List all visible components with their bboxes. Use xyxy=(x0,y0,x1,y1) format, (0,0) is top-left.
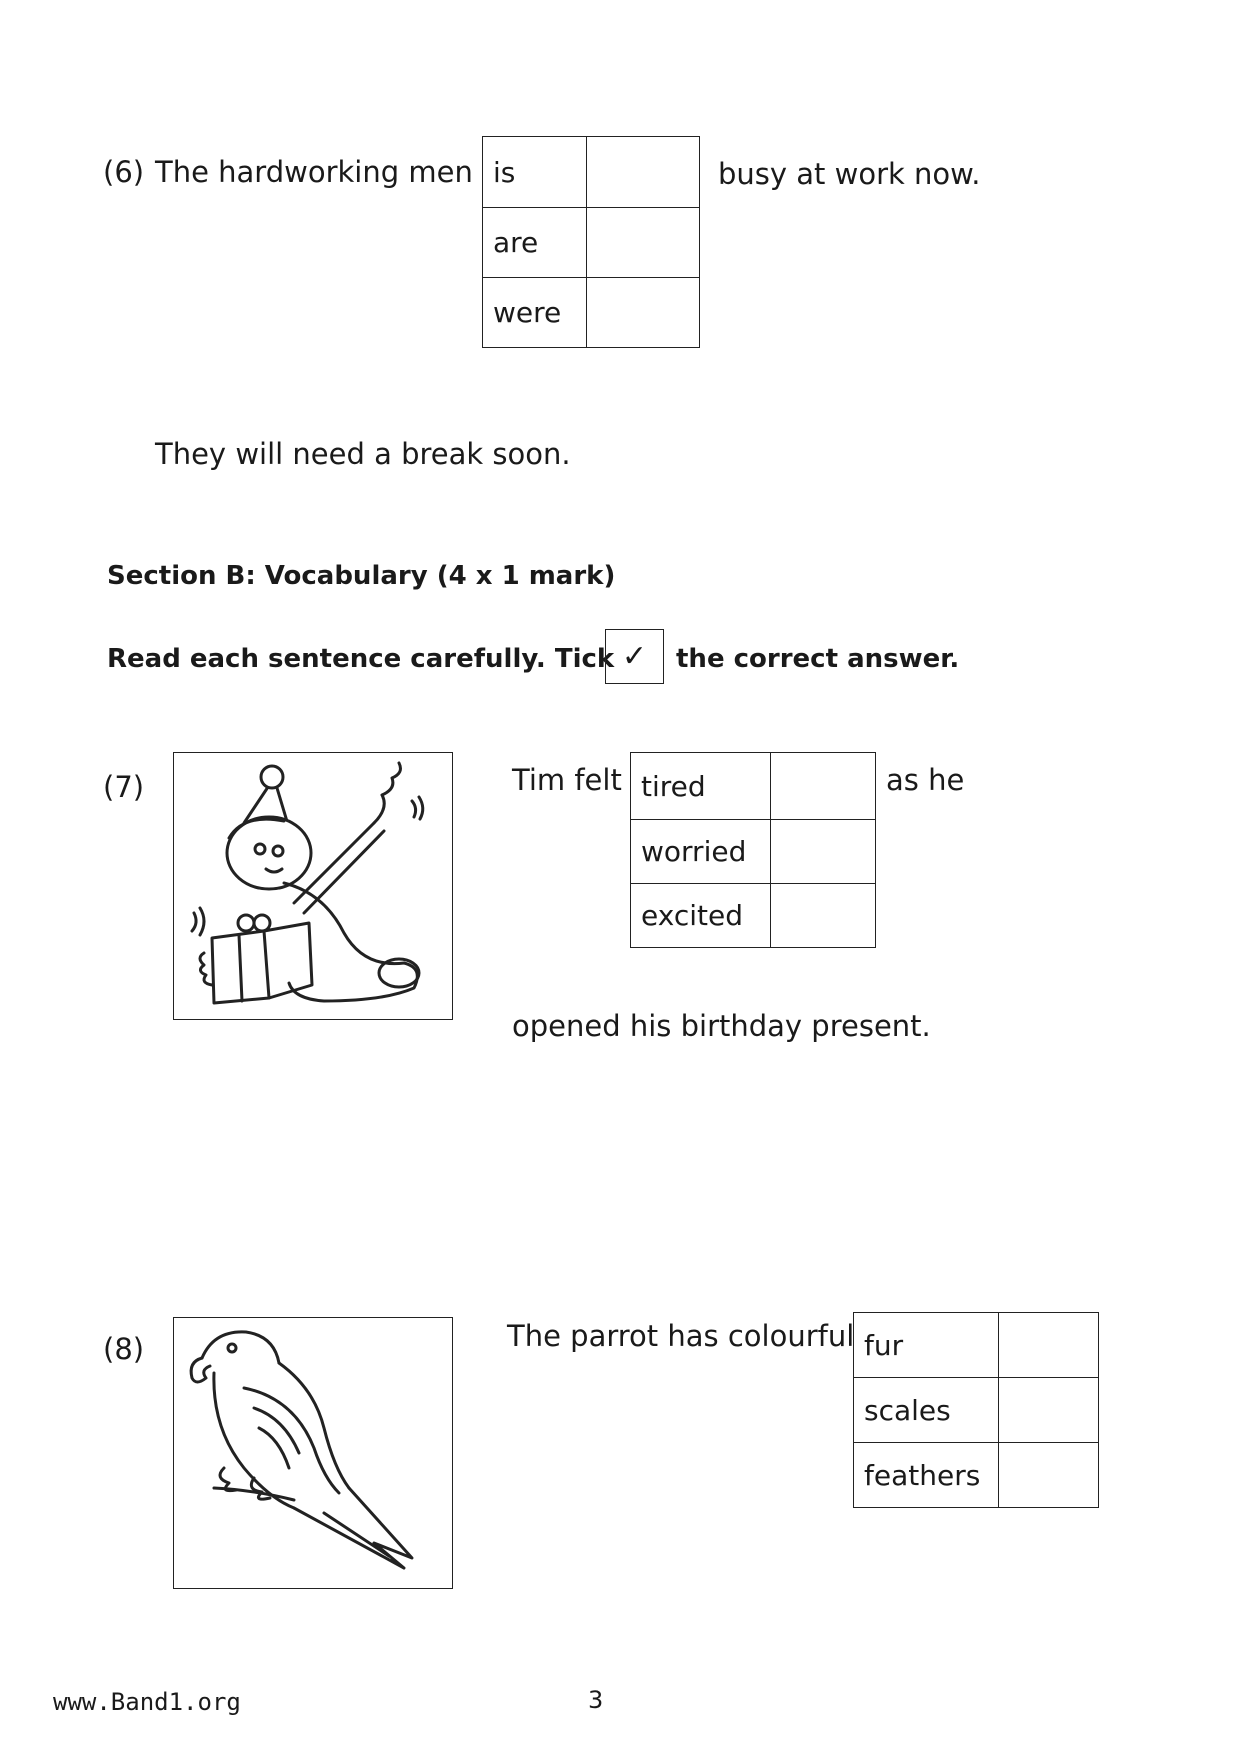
answer-box[interactable] xyxy=(587,278,700,348)
q7-picture-frame xyxy=(173,752,453,1020)
option-row xyxy=(631,884,876,948)
answer-box[interactable] xyxy=(999,1443,1099,1508)
option-label: fur xyxy=(854,1313,999,1378)
q6-sentence-start: The hardworking men xyxy=(155,155,473,189)
q6-options-table xyxy=(482,136,700,348)
parrot-icon xyxy=(174,1318,452,1588)
q8-options-table xyxy=(853,1312,1099,1508)
option-row xyxy=(854,1378,1099,1443)
answer-box[interactable] xyxy=(771,820,876,884)
answer-box[interactable] xyxy=(999,1313,1099,1378)
q7-sentence-mid: as he xyxy=(886,763,965,797)
boy-opening-present-icon xyxy=(174,753,452,1019)
option-label: were xyxy=(483,278,587,348)
q8-sentence-start: The parrot has colourful xyxy=(507,1319,855,1353)
page-number: 3 xyxy=(588,1686,604,1714)
q7-number: (7) xyxy=(103,770,145,804)
option-label: excited xyxy=(631,884,771,948)
answer-box[interactable] xyxy=(999,1378,1099,1443)
option-label: tired xyxy=(631,753,771,820)
tick-example-box xyxy=(605,629,664,684)
option-label: are xyxy=(483,208,587,278)
q7-options-table xyxy=(630,752,876,948)
tick-icon: ✓ xyxy=(621,639,648,674)
option-label: scales xyxy=(854,1378,999,1443)
q7-sentence-start: Tim felt xyxy=(512,763,622,797)
option-label: is xyxy=(483,137,587,208)
section-b-instruction-start: Read each sentence carefully. Tick xyxy=(107,644,615,674)
option-label: feathers xyxy=(854,1443,999,1508)
option-label: worried xyxy=(631,820,771,884)
q8-number: (8) xyxy=(103,1332,145,1366)
option-row xyxy=(483,137,700,208)
q6-sentence-end: busy at work now. xyxy=(718,157,981,191)
answer-box[interactable] xyxy=(587,208,700,278)
option-row xyxy=(854,1443,1099,1508)
option-row xyxy=(854,1313,1099,1378)
option-row xyxy=(631,753,876,820)
answer-box[interactable] xyxy=(587,137,700,208)
answer-box[interactable] xyxy=(771,884,876,948)
option-row xyxy=(483,208,700,278)
answer-box[interactable] xyxy=(771,753,876,820)
q7-sentence-end: opened his birthday present. xyxy=(512,1009,931,1043)
section-b-instruction-end: the correct answer. xyxy=(676,644,960,674)
q6-follow-up: They will need a break soon. xyxy=(155,437,571,471)
option-row xyxy=(483,278,700,348)
q6-number: (6) xyxy=(103,155,145,189)
option-row xyxy=(631,820,876,884)
q8-picture-frame xyxy=(173,1317,453,1589)
section-b-heading: Section B: Vocabulary (4 x 1 mark) xyxy=(107,561,616,591)
footer-url: www.Band1.org xyxy=(53,1688,241,1716)
